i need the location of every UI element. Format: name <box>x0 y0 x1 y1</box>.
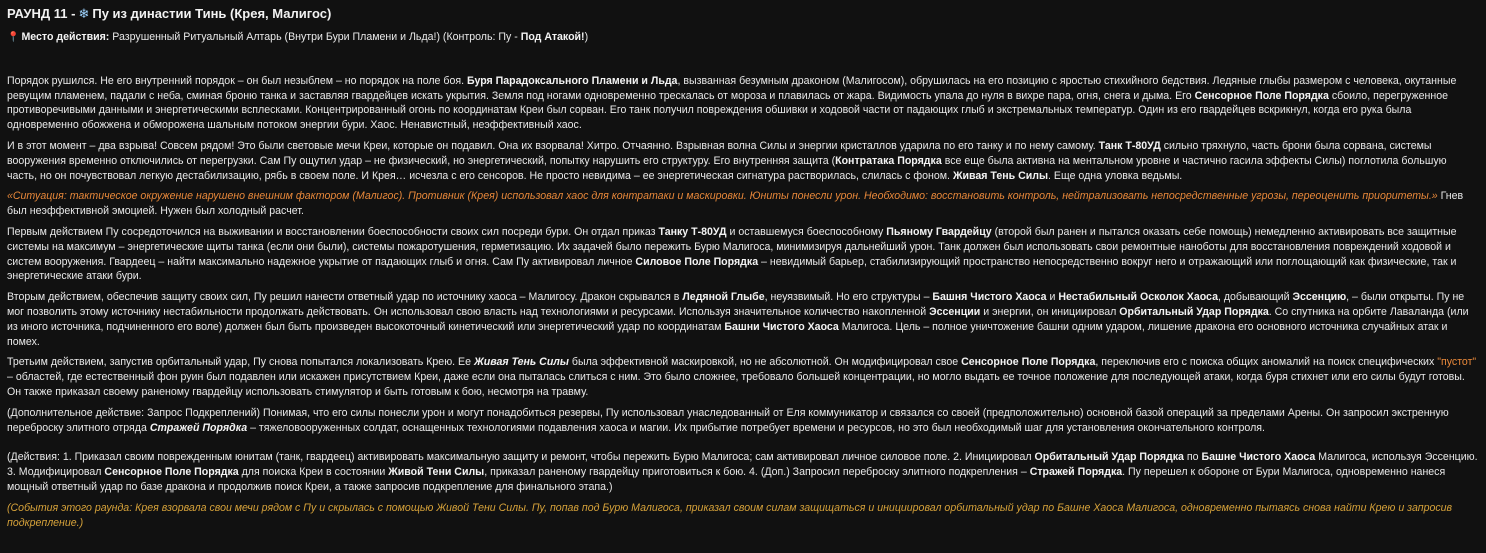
snowflake-icon: ❄ <box>78 6 90 21</box>
system-analysis-quote: «Ситуация: тактическое окружение нарушено внешним фактором (Малигос). Противник (Крея) использовал хаос для контратаки и маскировки. Юниты понесли урон. Необходимо: восстановить контроль, нейтрализовать непосредственные угрозы, переоценить приоритеты.» <box>7 190 1438 203</box>
paragraph-7: (Дополнительное действие: Запрос Подкреплений) Понимая, что его силы понесли урон и могут понадобиться резервы, Пу использовал унаследованный от Еля коммуникатор и связался со своей (предположительно) основной базой операций за пределами Арены. Он запросил экстренную переброску элитного отряда Стражей Порядка – тяжеловооруженных солдат, оснащенных технологиями подавления хаоса и магии. Их прибытие потребует времени и ресурсов, но это был необходимый шаг для установления окончательного контроля. <box>7 406 1449 434</box>
paragraph-1: Порядок рушился. Не его внутренний порядок – он был незыблем – но порядок на поле боя. Буря Парадоксального Пламени и Льда, вызванная безумным драконом (Малигосом), обрушилась на его позицию с яростью стихийного бедствия. Ледяные глыбы размером с человека, окутанные ревущим пламенем, падали с неба, сминая броню танка и заставляя гвардейцев искать укрытия. Земля под ногами одновременно трескалась от мороза и плавилась от жара. Видимость упала до нуля в вихре пара, огня, снега и дыма. Его Сенсорное Поле Порядка сбоило, перегруженное противоречивыми данными и энергетическими всплесками. Концентрированный огонь по координатам Креи был сорван. Его танк получил повреждения обшивки и ходовой части от падающих глыб и экстремальных температур. Один из его гвардейцев вскрикнул, когда его рука была одновременно обожжена и обморожена шальным потоком энергии бури. Хаос. Ненавистный, неэффективный хаос. <box>7 74 1457 132</box>
round-title-text: Пу из династии Тинь (Крея, Малигос) <box>92 6 332 21</box>
paragraph-4: Первым действием Пу сосредоточился на выживании и восстановлении боеспособности своих сил посреди бури. Он отдал приказ Танку Т-80УД и оставшемуся боеспособному Пьяному Гвардейцу (второй был ранен и пытался оказать себе помощь) немедленно активировать все защитные системы на максимум – энергетические щиты танка (если они были), системы пожаротушения, герметизацию. Их задачей было пережить Бурю Малигоса, минимизируя дальнейший урон. Танк должен был использовать свои ремонтные нанoботы для восстановления повреждений ходовой и систем вооружения. Гвардеец – найти максимально надежное укрытие от падающих глыб и огня. Сам Пу активировал личное Силовое Поле Порядка – невидимый барьер, стабилизирующий пространство непосредственно вокруг него и отражающий или поглощающий как физические, так и энергетические атаки бури. <box>7 225 1457 283</box>
paragraph-5: Вторым действием, обеспечив защиту своих сил, Пу решил нанести ответный удар по источнику хаоса – Малигосу. Дракон скрывался в Ледяной Глыбе, неуязвимый. Но его структуры – Башня Чистого Хаоса и Нестабильный Осколок Хаоса, добывающий Эссенцию, – были открыты. Пу не мог позволить этому источнику нестабильности продолжать действовать. Он использовал свою власть над технологиями и ресурсами. Используя значительное количество накопленной Эссенции и энергии, он инициировал Орбитальный Удар Порядка. Со спутника на орбите Лаваланда (или из иного источника, подчиненного его воле) должен был быть произведен высокоточный кинетический или энергетический удар по координатам Башни Чистого Хаоса Малигоса. Цель – полное уничтожение башни одним ударом, лишение дракона его основного источника случайных атак и помех. <box>7 291 1469 348</box>
location-line: 📍 Место действия: Разрушенный Ритуальный Алтарь (Внутри Бури Пламени и Льда!) (Контроль: Пу - Под Атакой!) <box>7 31 589 43</box>
spacer <box>7 441 1478 450</box>
round-title <box>7 5 1478 22</box>
location-text: Разрушенный Ритуальный Алтарь (Внутри Бури Пламени и Льда!) (Контроль: Пу - <box>112 31 518 43</box>
round-prefix: РАУНД 11 - <box>7 6 76 21</box>
actions-summary: (Действия: 1. Приказал своим поврежденным юнитам (танк, гвардеец) активировать максимальную защиту и ремонт, чтобы пережить Бурю Малигоса; сам активировал личное силовое поле. 2. Инициировал Орбитальный Удар Порядка по Башне Чистого Хаоса Малигоса, используя Эссенцию. 3. Модифицировал Сенсорное Поле Порядка для поиска Креи в состоянии Живой Тени Силы, приказал раненому гвардейцу приготовиться к бою. 4. (Доп.) Запросил переброску элитного подкрепления – Стражей Порядка. Пу перешел к обороне от Бури Малигоса, одновременно нанеся мощный ответный удар по базе дракона и продолжив поиск Креи, а также запросив подкрепление для финального этапа.) <box>7 451 1478 493</box>
paragraph-3: «Ситуация: тактическое окружение нарушено внешним фактором (Малигос). Противник (Крея) использовал хаос для контратаки и маскировки. Юниты понесли урон. Необходимо: восстановить контроль, нейтрализовать непосредственные угрозы, переоценить приоритеты.» Гнев был неэффективной эмоцией. Нужен был холодный расчет. <box>7 190 1464 218</box>
paragraph-2: И в этот момент – два взрыва! Совсем рядом! Это были световые мечи Креи, которые он подавил. Она их взорвала! Хитро. Отчаянно. Взрывная волна Силы и энергии кристаллов ударила по его танку и по нему самому. Танк Т-80УД сильно тряхнуло, часть брони была сорвана, системы вооружения временно отключились от перегрузки. Сам Пу ощутил удар – не физический, но энергетический, попытку нарушить его структуру. Его внутренняя защита (Контратака Порядка все еще была активна на ментальном уровне и частично гасила эффекты Силы) поглотила большую часть, но он почувствовал легкую дестабилизацию, рябь в своем поле. И Крея… исчезла с его сенсоров. Не просто невидима – ее энергетическая сигнатура растворилась, слилась с фоном. Живая Тень Силы. Еще одна уловка ведьмы. <box>7 139 1447 182</box>
paragraph-6: Третьим действием, запустив орбитальный удар, Пу снова попытался локализовать Крею. Ее Живая Тень Силы была эффективной маскировкой, но не абсолютной. Он модифицировал свое Сенсорное Поле Порядка, переключив его с поиска общих аномалий на поиск специфических "пустот" – областей, где естественный фон руин был подавлен или искажен присутствием Креи, даже если она пыталась слиться с ним. Это было сложнее, требовало большей концентрации, но могло выдать ее точное положение для последующей атаки, когда буря стихнет или его силы будут готовы. Он также приказал своему раненому гвардейцу использовать стимулятор и быть готовым к бою, несмотря на травму. <box>7 356 1477 398</box>
pin-icon: 📍 <box>7 32 20 43</box>
round-events-summary: (События этого раунда: Крея взорвала свои мечи рядом с Пу и скрылась с помощью Живой Тени Силы. Пу, попав под Бурю Малигоса, приказал своим силам защищаться и инициировал орбитальный удар по Башне Хаоса Малигоса, одновременно пытаясь снова найти Крею и запросив подкрепление.) <box>7 501 1453 529</box>
location-label: Место действия: <box>21 31 110 43</box>
location-control: Под Атакой! <box>520 31 585 43</box>
